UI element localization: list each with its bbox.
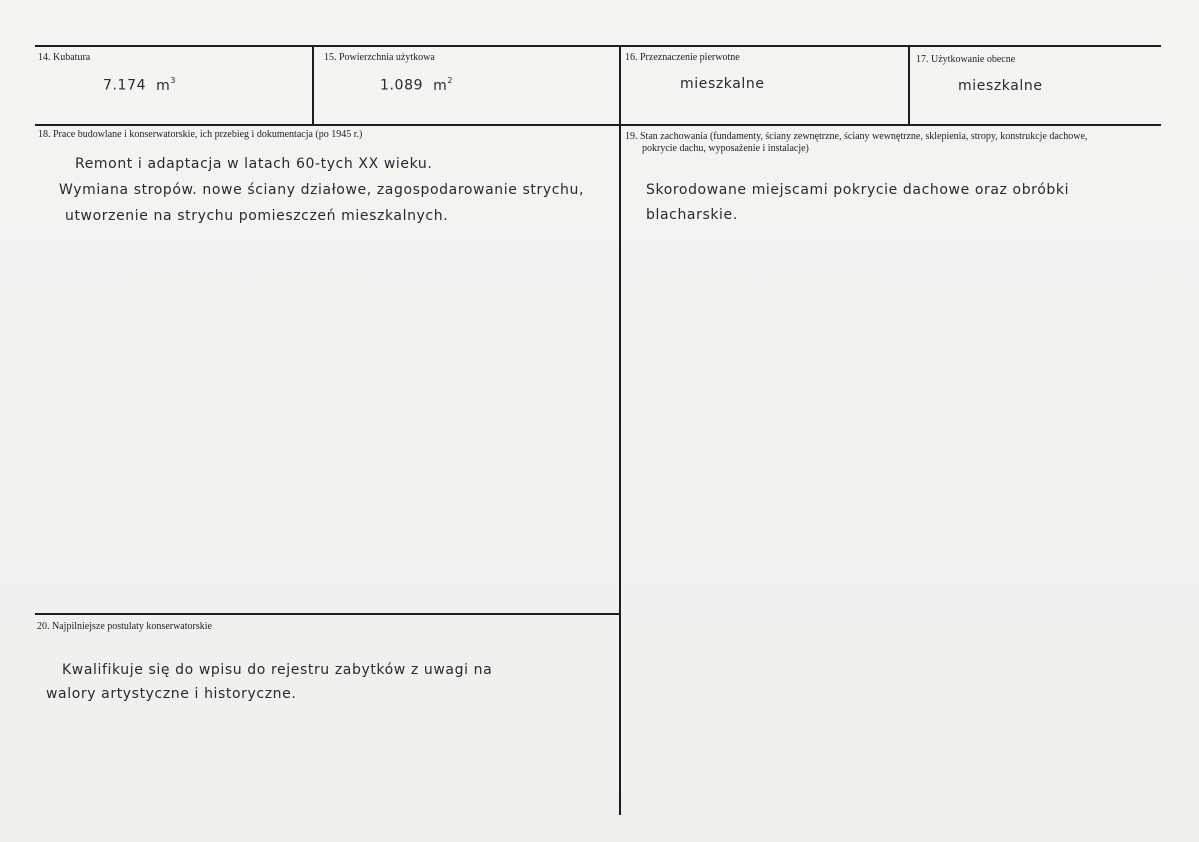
field-19-label: 19. Stan zachowania (fundamenty, ściany zewnętrzne, ściany wewnętrzne, sklepienia, stropy, konstrukcje dachowe, [625, 131, 1088, 142]
kubatura-unit-exponent: 3 [170, 76, 177, 85]
field-14-label: 14. Kubatura [38, 52, 91, 63]
field-19-line-1: Skorodowane miejscami pokrycie dachowe oraz obróbki [646, 182, 1070, 198]
field-14-value [103, 73, 176, 95]
powierzchnia-unit: m [433, 77, 448, 94]
field-19-label-line-2: pokrycie dachu, wyposażenie i instalacje) [642, 143, 809, 154]
divider-16-17 [908, 45, 910, 126]
field-18-line-3: utworzenie na strychu pomieszczeń mieszkalnych. [65, 208, 449, 224]
top-rule [35, 45, 1161, 47]
field-18-line-1: Remont i adaptacja w latach 60-tych XX wieku. [75, 156, 433, 172]
field-20-line-1: Kwalifikuje się do wpisu do rejestru zabytków z uwagi na [62, 662, 493, 678]
field-20-top-rule [35, 613, 620, 615]
field-18-line-2: Wymiana stropów. nowe ściany działowe, zagospodarowanie strychu, [59, 182, 585, 198]
kubatura-value: 7.174 [103, 77, 147, 94]
field-15-value [380, 73, 453, 95]
field-16-value: mieszkalne [680, 76, 765, 92]
field-18-label: 18. Prace budowlane i konserwatorskie, ich przebieg i dokumentacja (po 1945 r.) [38, 129, 363, 140]
center-divider [619, 45, 621, 815]
field-17-value: mieszkalne [958, 78, 1043, 94]
field-20-label: 20. Najpilniejsze postulaty konserwatorskie [37, 621, 212, 632]
field-16-label: 16. Przeznaczenie pierwotne [625, 52, 740, 63]
field-15-label: 15. Powierzchnia użytkowa [324, 52, 435, 63]
row1-bottom-rule [35, 124, 1161, 126]
divider-14-15 [312, 45, 314, 126]
field-17-label: 17. Użytkowanie obecne [916, 54, 1016, 65]
powierzchnia-unit-exponent: 2 [447, 76, 454, 85]
powierzchnia-value: 1.089 [380, 77, 424, 94]
field-20-line-2: walory artystyczne i historyczne. [46, 686, 297, 702]
field-19-line-2: blacharskie. [646, 207, 738, 223]
kubatura-unit: m [156, 77, 171, 94]
